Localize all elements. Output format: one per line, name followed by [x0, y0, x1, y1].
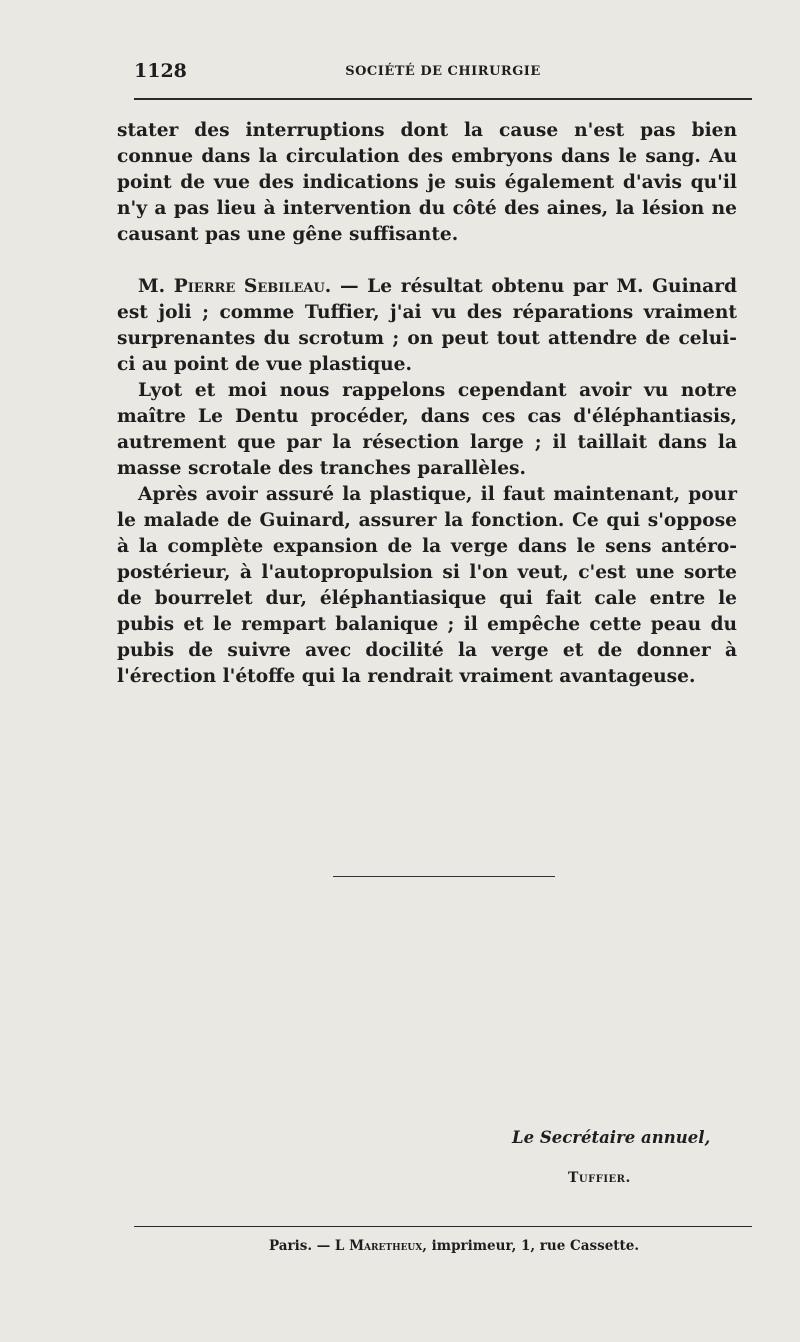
imprint-printer: Maretheux [349, 1238, 423, 1254]
imprint-separator: — L [312, 1238, 350, 1254]
page-header [134, 58, 752, 88]
paragraph-4: Après avoir assuré la plastique, il faut maintenant, pour le malade de Guinard, assurer la fonction. Ce qui s'oppose à la complète expansion de la verge dans le sens antéro-postérieur, à l'autopropulsion si l'on veut, c'est une sorte de bourrelet dur, éléphantiasique qui fait cale entre le pubis et le rempart balanique ; il empêche cette peau du pubis de suivre avec docilité la verge et de donner à l'érection l'étoffe qui la rendrait vraiment avantageuse. [117, 484, 737, 687]
signature-role: Le Secrétaire annuel, [512, 1128, 711, 1147]
printer-imprint [134, 1238, 774, 1254]
imprint-city: Paris. [268, 1238, 313, 1254]
signature-name: Tuffier. [568, 1170, 631, 1186]
running-head: SOCIÉTÉ DE CHIRURGIE [345, 64, 541, 79]
paragraph-2 [117, 274, 737, 378]
header-rule [134, 98, 752, 100]
section-divider [333, 876, 555, 877]
paragraph-1: stater des interruptions dont la cause n'est pas bien connue dans la circulation des embryons dans le sang. Au point de vue des indications je suis également d'avis qu'il n'y a pas lieu à intervention du côté des aines, la lésion ne causant pas une gêne suffisante. [117, 120, 737, 245]
imprint-address: , imprimeur, 1, rue Cassette. [422, 1238, 640, 1254]
body-text [117, 118, 737, 690]
page-number: 1128 [134, 60, 187, 82]
speaker-name: M. Pierre Sebileau. [138, 276, 332, 297]
paragraph-3: Lyot et moi nous rappelons cependant avoir vu notre maître Le Dentu procéder, dans ces cas d'éléphantiasis, autrement que par la résection large ; il taillait dans la masse scrotale des tranches parallèles. [117, 380, 737, 479]
paragraph-2-text: — Le résultat obtenu par M. Guinard est joli ; comme Tuffier, j'ai vu des réparations vraiment surprenantes du scrotum ; on peut tout attendre de celui-ci au point de vue plastique. [117, 276, 738, 375]
footer-rule [134, 1226, 752, 1227]
